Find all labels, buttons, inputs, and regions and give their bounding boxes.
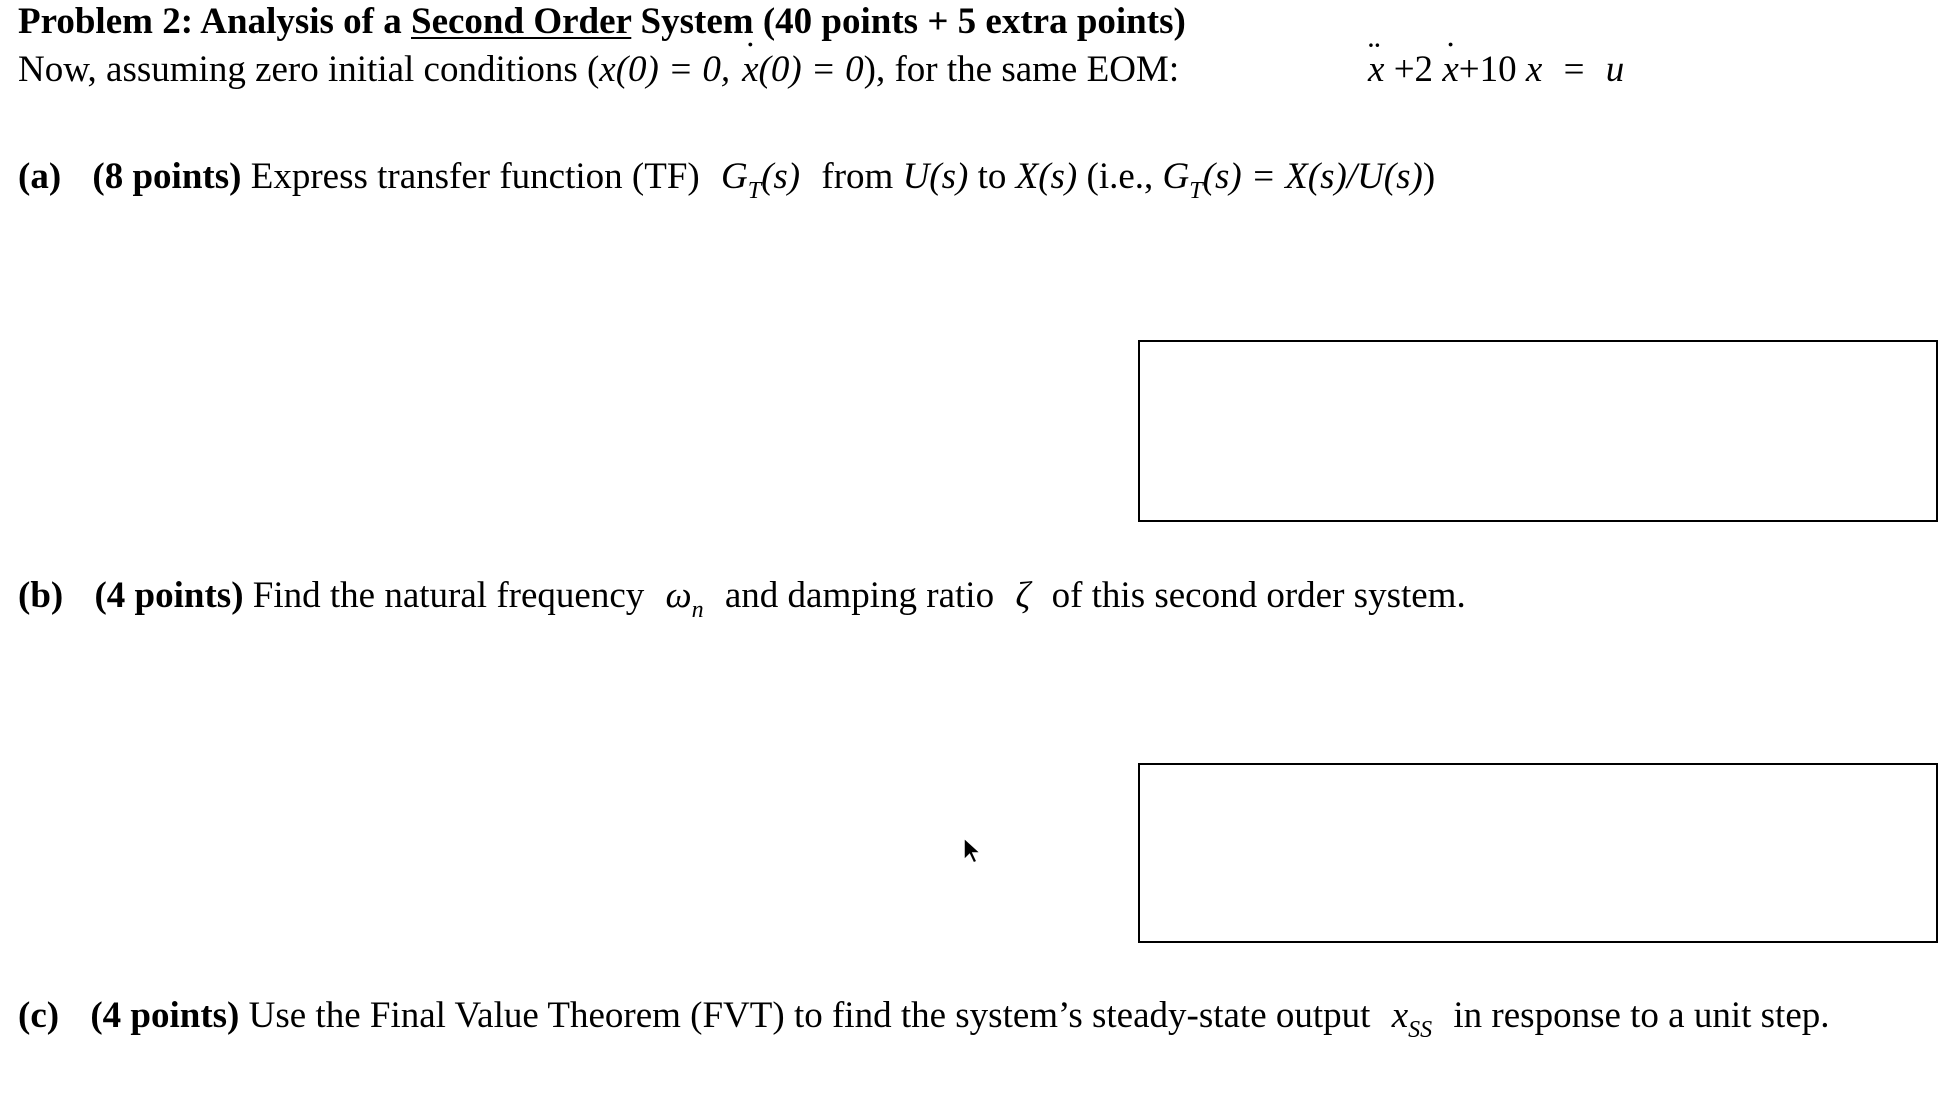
eom-xdot-symbol: ˙ x [1442,48,1458,92]
intro-line [18,48,1179,92]
question-c-points: (4 points) [90,995,240,1036]
xddot-symbol: ¨ x [1368,48,1384,92]
question-a-text: Express transfer function (TF) [250,156,700,197]
eom-input: u [1605,49,1625,90]
question-a-label: (a) [18,156,62,197]
question-a: (a) (8 points) Express transfer function (TF) $G_T(s)$ from U(s) to X(s) (i.e., $G_T(s) = X(s)/U(s)$) [18,156,1436,204]
omega-symbol: ω [665,575,692,616]
title-prefix: Analysis of a [200,1,402,42]
answer-box-b[interactable] [1138,763,1938,943]
xdot-symbol: ˙ x [742,48,758,92]
zeta-symbol: ζ [1015,575,1031,616]
problem-title: Problem 2: Analysis of a Second Order System (40 points + 5 extra points) [18,1,1186,42]
ic-xdot: (0) = 0 [758,49,864,90]
title-underlined: Second Order [411,1,632,42]
eom-coef-2: +2 [1393,49,1434,90]
question-b: (b) (4 points) Find the natural frequency $\omega_n$ and damping ratio ζ of this second order system. [18,575,1466,623]
question-b-text1: Find the natural frequency [252,575,645,616]
question-c-text1: Use the Final Value Theorem (FVT) to find the system’s steady-state output [248,995,1371,1036]
intro-text-after: ), for the same EOM: [863,49,1180,90]
answer-box-a[interactable] [1138,340,1938,522]
eom-equals: = [1563,49,1585,90]
question-c-text2: in response to a unit step. [1453,995,1830,1036]
ic-x: x(0) = 0, [599,49,731,90]
question-b-text2: and damping ratio [724,575,995,616]
title-suffix: System (40 points + 5 extra points) [640,1,1186,42]
question-c-label: (c) [18,995,60,1036]
mouse-pointer-icon [962,836,984,866]
intro-text-before: Now, assuming zero initial conditions ( [18,49,600,90]
eom-coef-10: +10 [1458,49,1517,90]
question-b-points: (4 points) [94,575,244,616]
question-c: (c) (4 points) Use the Final Value Theorem (FVT) to find the system’s steady-state output $x_{SS}$ in response to a unit step. [18,995,1830,1043]
question-b-text3: of this second order system. [1051,575,1466,616]
question-a-points: (8 points) [92,156,242,197]
eom-x: x [1525,49,1543,90]
question-b-label: (b) [18,575,64,616]
problem-label: Problem 2 [18,1,181,42]
equation-of-motion [1368,48,1624,92]
xss-symbol: x [1391,995,1409,1036]
